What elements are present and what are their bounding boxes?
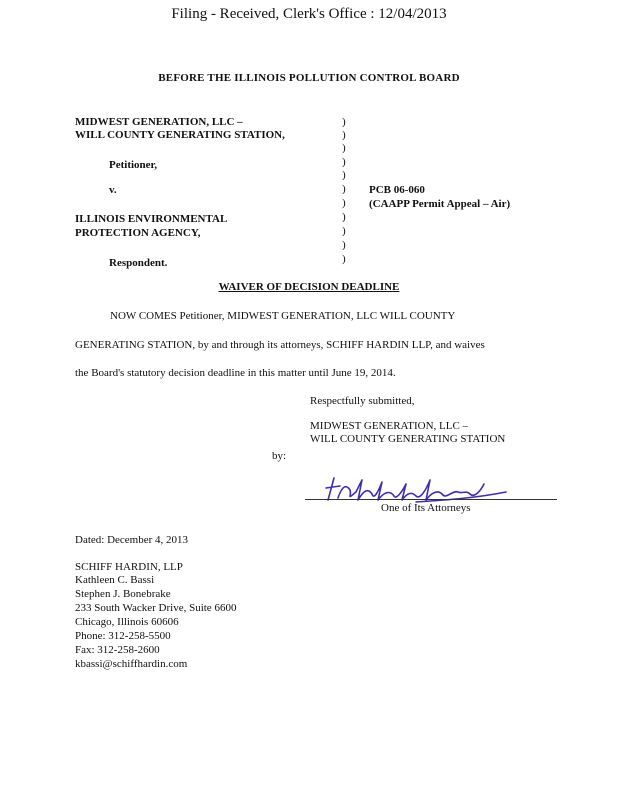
case-type: (CAAPP Permit Appeal – Air): [369, 198, 511, 210]
caption-paren: ): [342, 253, 346, 265]
caption-paren: ): [342, 116, 346, 128]
caption-paren: ): [342, 225, 346, 237]
body-line-3: the Board's statutory decision deadline in this matter until June 19, 2014.: [75, 367, 396, 379]
board-title: BEFORE THE ILLINOIS POLLUTION CONTROL BOARD: [158, 72, 460, 84]
caption-paren: ): [342, 156, 346, 168]
counsel-address-2: Chicago, Illinois 60606: [75, 616, 179, 628]
signature-line: [305, 499, 557, 500]
by-label: by:: [272, 450, 287, 462]
caption-paren: ): [342, 183, 346, 195]
respondent-role: Respondent.: [109, 257, 168, 269]
versus: v.: [109, 184, 117, 196]
petitioner-name-line2: WILL COUNTY GENERATING STATION,: [75, 129, 285, 141]
signature-caption: One of Its Attorneys: [381, 502, 471, 514]
dated-line: Dated: December 4, 2013: [75, 534, 189, 546]
respondent-name-line2: PROTECTION AGENCY,: [75, 227, 201, 239]
petitioner-name-line1: MIDWEST GENERATION, LLC –: [75, 116, 243, 128]
document-heading: WAIVER OF DECISION DEADLINE: [218, 281, 400, 293]
caption-paren: ): [342, 169, 346, 181]
caption-paren: ): [342, 129, 346, 141]
counsel-attorney-2: Stephen J. Bonebrake: [75, 588, 171, 600]
counsel-email: kbassi@schiffhardin.com: [75, 658, 188, 670]
body-line-2: GENERATING STATION, by and through its attorneys, SCHIFF HARDIN LLP, and waives: [75, 339, 485, 351]
respondent-name-line1: ILLINOIS ENVIRONMENTAL: [75, 213, 228, 225]
body-line-1: NOW COMES Petitioner, MIDWEST GENERATION, LLC WILL COUNTY: [110, 310, 456, 322]
counsel-phone: Phone: 312-258-5500: [75, 630, 171, 642]
counsel-attorney-1: Kathleen C. Bassi: [75, 574, 155, 586]
case-number: PCB 06-060: [369, 184, 425, 196]
caption-paren: ): [342, 142, 346, 154]
counsel-address-1: 233 South Wacker Drive, Suite 6600: [75, 602, 237, 614]
petitioner-role: Petitioner,: [109, 159, 158, 171]
counsel-fax: Fax: 312-258-2600: [75, 644, 160, 656]
party-line-2: WILL COUNTY GENERATING STATION: [310, 433, 506, 445]
party-line-1: MIDWEST GENERATION, LLC –: [310, 420, 469, 432]
filing-stamp: Filing - Received, Clerk's Office : 12/04/2013: [171, 6, 447, 22]
caption-paren: ): [342, 239, 346, 251]
salutation: Respectfully submitted,: [310, 395, 415, 407]
caption-paren: ): [342, 211, 346, 223]
counsel-firm: SCHIFF HARDIN, LLP: [75, 561, 183, 573]
caption-paren: ): [342, 197, 346, 209]
